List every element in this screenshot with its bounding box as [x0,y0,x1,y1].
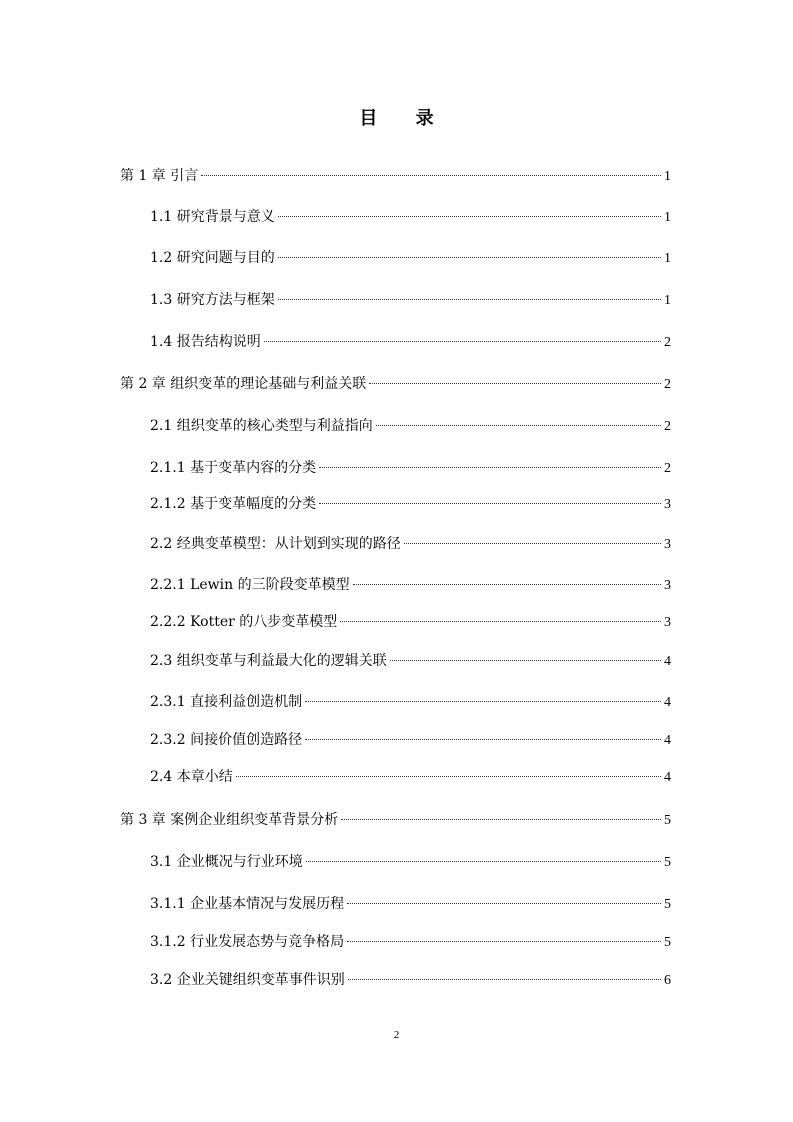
toc-entry-page: 4 [664,654,671,669]
toc-entry-page: 4 [664,770,671,785]
toc-entry-page: 1 [664,210,671,225]
toc-entry[interactable] [150,852,671,873]
dot-leader [236,776,661,777]
dot-leader [305,701,661,702]
toc-title: 目 录 [359,108,450,129]
toc-entry-label: 第 3 章 案例企业组织变革背景分析 [120,812,339,828]
toc-entry-label: 3.1.2 行业发展态势与竞争格局 [150,934,345,950]
toc-entry[interactable] [150,692,671,713]
toc-entry[interactable] [150,575,671,596]
toc-entry-label: 2.3.1 直接利益创造机制 [150,694,303,710]
toc-entry[interactable] [150,332,671,353]
toc-entry-label: 2.2.1 Lewin 的三阶段变革模型 [150,577,350,593]
toc-entry[interactable] [150,970,671,991]
toc-entry[interactable] [150,894,671,915]
toc-entry-label: 3.1 企业概况与行业环境 [150,854,303,870]
toc-entry-page: 5 [664,855,671,870]
toc-entry[interactable] [150,932,671,953]
toc-entry-label: 3.2 企业关键组织变革事件识别 [150,972,345,988]
dot-leader [347,903,661,904]
toc-entry-page: 5 [664,813,671,828]
dot-leader [353,584,661,585]
toc-entry-label: 2.1.1 基于变革内容的分类 [150,460,317,476]
toc-entry[interactable] [150,494,671,515]
toc-entry-page: 2 [664,419,671,434]
toc-entry-label: 1.4 报告结构说明 [150,334,261,350]
toc-entry-page: 2 [664,461,671,476]
toc-entry[interactable] [150,767,671,788]
toc-entry[interactable] [150,534,671,555]
toc-entry-label: 2.3.2 间接价值创造路径 [150,732,303,748]
toc-entry-label: 2.2.2 Kotter 的八步变革模型 [150,614,338,630]
toc-entry-page: 5 [664,897,671,912]
toc-entry[interactable] [120,374,671,395]
dot-leader [390,660,661,661]
toc-entry[interactable] [150,651,671,672]
toc-entry[interactable] [150,248,671,269]
dot-leader [306,861,661,862]
dot-leader [278,216,661,217]
toc-entry[interactable] [150,290,671,311]
toc-entry-page: 3 [664,497,671,512]
dot-leader [278,257,661,258]
dot-leader [278,299,661,300]
toc-entry-page: 4 [664,695,671,710]
toc-entry-page: 3 [664,615,671,630]
toc-entry-page: 6 [664,973,671,988]
toc-entry-label: 3.1.1 企业基本情况与发展历程 [150,896,345,912]
dot-leader [201,175,661,176]
dot-leader [347,941,661,942]
dot-leader [340,621,661,622]
toc-entry-label: 第 2 章 组织变革的理论基础与利益关联 [120,376,367,392]
toc-entry-page: 2 [664,377,671,392]
toc-entry[interactable] [120,166,671,187]
toc-entry-page: 3 [664,578,671,593]
toc-entry-page: 1 [664,251,671,266]
toc-entry-label: 2.1.2 基于变革幅度的分类 [150,496,317,512]
dot-leader [264,341,661,342]
toc-entry-label: 2.4 本章小结 [150,769,233,785]
toc-entry-label: 1.1 研究背景与意义 [150,209,275,225]
dot-leader [319,503,661,504]
toc-entry[interactable] [150,207,671,228]
toc-entry[interactable] [150,730,671,751]
dot-leader [305,739,661,740]
toc-entry-label: 1.2 研究问题与目的 [150,250,275,266]
toc-entry-page: 2 [664,335,671,350]
toc-entry-page: 1 [664,169,671,184]
toc-entry-label: 第 1 章 引言 [120,168,199,184]
page-number: 2 [393,1029,400,1041]
toc-entry-label: 2.2 经典变革模型：从计划到实现的路径 [150,536,401,552]
toc-entry-page: 4 [664,733,671,748]
toc-entry[interactable] [150,458,671,479]
toc-entry[interactable] [150,612,671,633]
toc-entry-label: 2.1 组织变革的核心类型与利益指向 [150,418,373,434]
toc-entry-page: 5 [664,935,671,950]
dot-leader [369,383,661,384]
toc-entry[interactable] [120,810,671,831]
dot-leader [376,425,661,426]
toc-entry[interactable] [150,416,671,437]
dot-leader [348,979,661,980]
toc-entry-page: 3 [664,537,671,552]
toc-entry-label: 1.3 研究方法与框架 [150,292,275,308]
dot-leader [341,819,661,820]
toc-entry-label: 2.3 组织变革与利益最大化的逻辑关联 [150,653,387,669]
dot-leader [404,543,661,544]
toc-entry-page: 1 [664,293,671,308]
dot-leader [319,467,661,468]
